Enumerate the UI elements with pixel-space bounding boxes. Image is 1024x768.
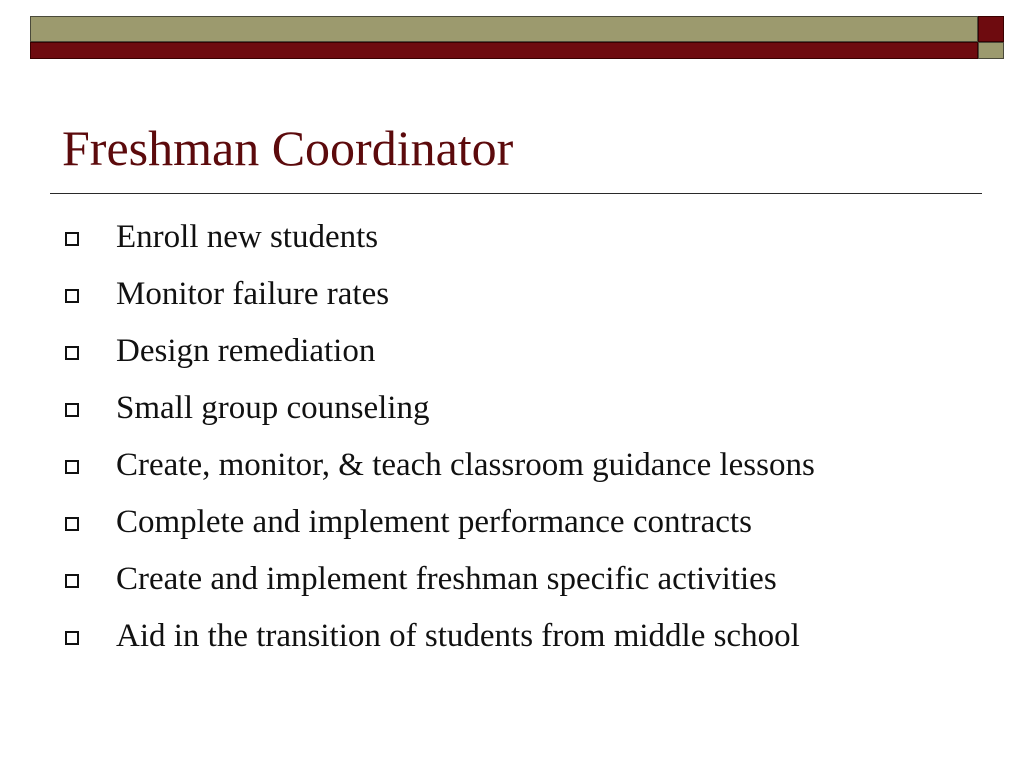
bullet-text: Aid in the transition of students from middle school: [116, 618, 800, 654]
bullet-text: Complete and implement performance contracts: [116, 504, 752, 540]
bullet-list: [62, 214, 1002, 670]
list-item: [62, 214, 1002, 271]
hollow-square-icon: [65, 460, 79, 474]
bullet-text: Small group counseling: [116, 390, 430, 426]
list-item: [62, 271, 1002, 328]
list-item: [62, 499, 1002, 556]
header-corner-maroon: [978, 16, 1004, 42]
header-banner-maroon: [30, 42, 978, 59]
hollow-square-icon: [65, 232, 79, 246]
list-item: [62, 556, 1002, 613]
header-corner-olive: [978, 42, 1004, 59]
list-item: [62, 442, 1002, 499]
hollow-square-icon: [65, 289, 79, 303]
header-banner-olive: [30, 16, 978, 42]
hollow-square-icon: [65, 574, 79, 588]
hollow-square-icon: [65, 403, 79, 417]
slide-title: Freshman Coordinator: [62, 120, 514, 176]
title-divider: [50, 193, 982, 194]
bullet-text: Create, monitor, & teach classroom guidance lessons: [116, 447, 815, 483]
list-item: [62, 385, 1002, 442]
bullet-text: Design remediation: [116, 333, 376, 369]
bullet-text: Create and implement freshman specific activities: [116, 561, 777, 597]
bullet-text: Enroll new students: [116, 219, 379, 255]
hollow-square-icon: [65, 346, 79, 360]
hollow-square-icon: [65, 517, 79, 531]
bullet-text: Monitor failure rates: [116, 276, 390, 312]
list-item: [62, 613, 1002, 670]
list-item: [62, 328, 1002, 385]
hollow-square-icon: [65, 631, 79, 645]
